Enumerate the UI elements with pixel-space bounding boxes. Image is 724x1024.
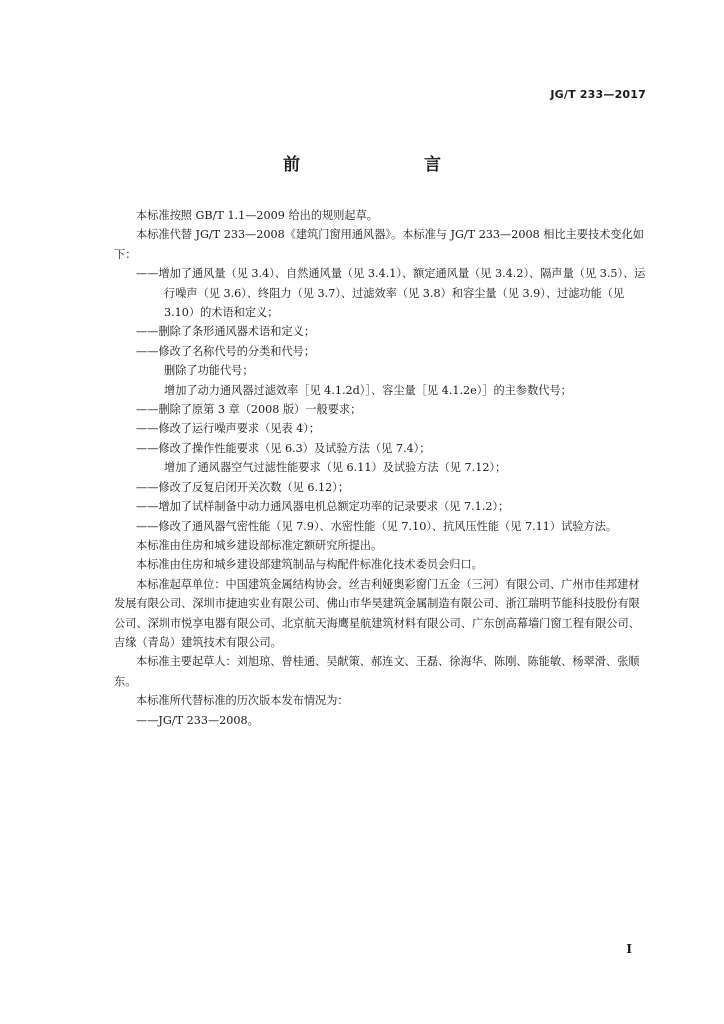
paragraph: 本标准代替 JG/T 233—2008《建筑门窗用通风器》。本标准与 JG/T 233—2008 相比主要技术变化如下：	[114, 228, 644, 261]
change-item: ——删除了原第 3 章（2008 版）一般要求；	[136, 403, 362, 417]
change-item: ——修改了名称代号的分类和代号；	[136, 344, 316, 358]
change-subitem: 增加了通风器空气过滤性能要求（见 6.11）及试验方法（见 7.12）；	[164, 461, 507, 475]
change-item: ——删除了条形通风器术语和定义；	[136, 325, 316, 339]
change-subitem: 增加了动力通风器过滤效率［见 4.1.2d）］、容尘量［见 4.1.2e）］的主参数代号；	[164, 383, 572, 397]
change-item: ——增加了通风量（见 3.4）、自然通风量（见 3.4.1）、额定通风量（见 3.4.2）、隔声量（见 3.5）、运行噪声（见 3.6）、终阻力（见 3.7）、过滤效率（见 3.8）和容尘量（见 3.9）、过滤功能（见 3.10）的术语和定义；	[136, 267, 646, 320]
document-code: JG/T 233—2017	[550, 88, 646, 101]
drafters: 本标准主要起草人：刘旭琼、曾桂通、吴献策、郝连文、王磊、徐海华、陈刚、陈能敏、杨翠滑、张顺东。	[114, 655, 640, 688]
change-item: ——修改了操作性能要求（见 6.3）及试验方法（见 7.4）；	[136, 441, 431, 455]
page-title: 前 言	[283, 155, 471, 175]
change-item: ——增加了试样制备中动力通风器电机总额定功率的记录要求（见 7.1.2）；	[136, 500, 510, 514]
paragraph: 本标准由住房和城乡建设部建筑制品与构配件标准化技术委员会归口。	[136, 558, 483, 572]
change-item: ——修改了运行噪声要求（见表 4）；	[136, 422, 321, 436]
previous-edition: ——JG/T 233—2008。	[136, 713, 259, 727]
document-body	[114, 206, 650, 730]
paragraph: 本标准所代替标准的历次版本发布情况为：	[136, 694, 349, 708]
change-item: ——修改了反复启闭开关次数（见 6.12）；	[136, 480, 350, 494]
change-subitem: 删除了功能代号；	[164, 364, 254, 378]
page-number: I	[626, 942, 632, 956]
paragraph: 本标准由住房和城乡建设部标准定额研究所提出。	[136, 538, 383, 552]
drafting-units: 本标准起草单位：中国建筑金属结构协会、丝吉利娅奥彩窗门五金（三河）有限公司、广州市佳邦建材发展有限公司、深圳市捷迪实业有限公司、佛山市华昊建筑金属制造有限公司、浙江瑞明节能科技股份有限公司、深圳市悦享电器有限公司、北京航天海鹰星航建筑材料有限公司、广东创高幕墙门窗工程有限公司、吉缘（青岛）建筑技术有限公司。	[114, 577, 640, 649]
paragraph: 本标准按照 GB/T 1.1—2009 给出的规则起草。	[136, 209, 378, 222]
change-item: ——修改了通风器气密性能（见 7.9）、水密性能（见 7.10）、抗风压性能（见 7.11）试验方法。	[136, 519, 618, 533]
